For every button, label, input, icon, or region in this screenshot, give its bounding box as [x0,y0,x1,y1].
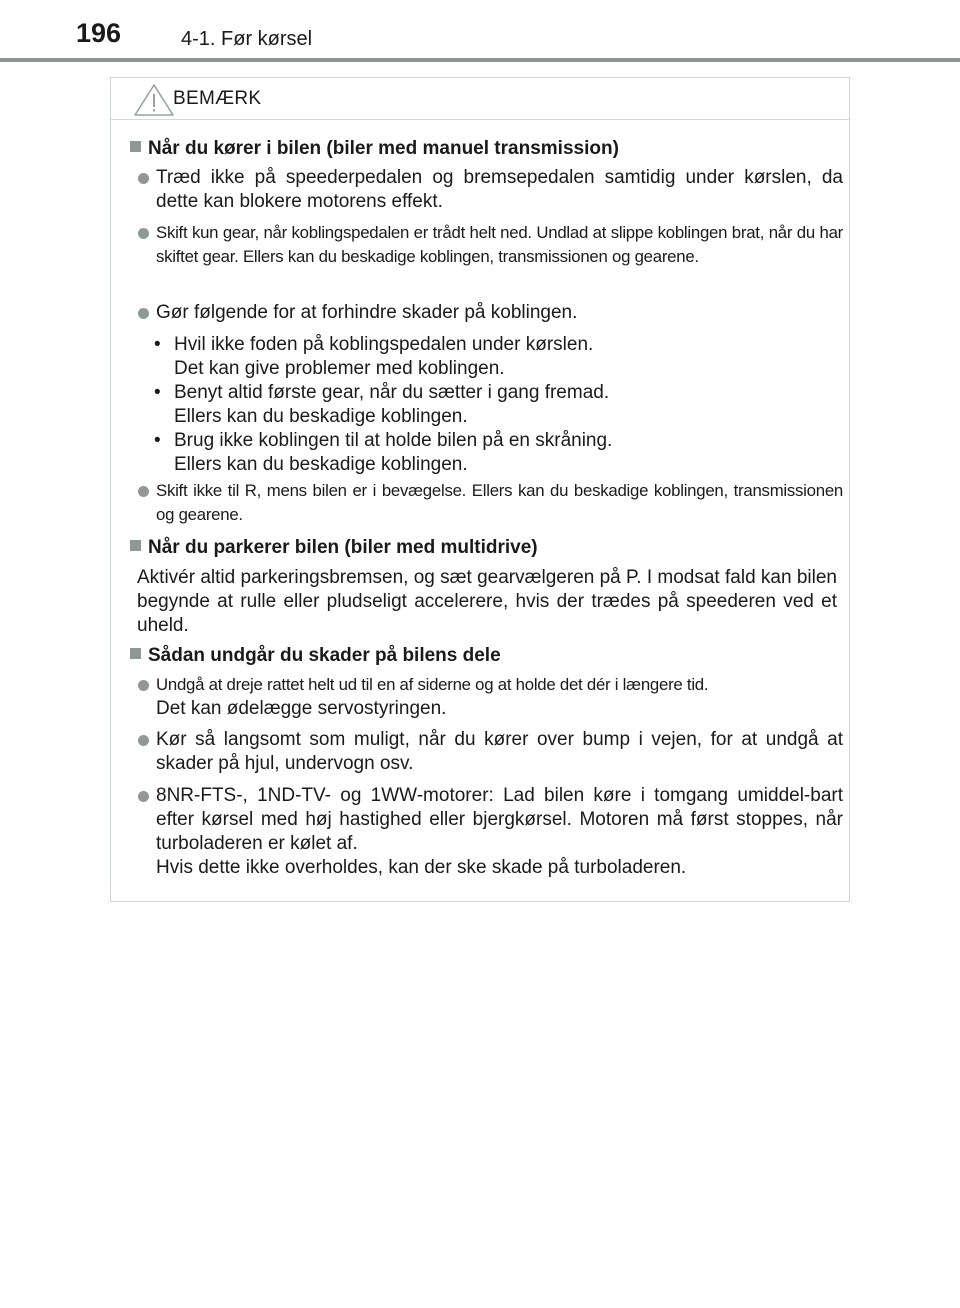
paragraph: Aktivér altid parkeringsbremsen, og sæt gearvælgeren på P. I modsat fald kan bilen begynde at rulle eller pludseligt accelerere, hvis der trædes på speederen ved et uheld. [137,567,837,636]
round-bullet-icon [138,228,149,239]
sub-list-item: • Hvil ikke foden på koblingspedalen under kørslen. Det kan give problemer med koblingen. [154,334,594,379]
list-item: Kør så langsomt som muligt, når du kører over bump i vejen, for at undgå at skader på hjul, undervogn osv. [138,728,843,776]
round-bullet-icon [138,486,149,497]
list-item: Skift ikke til R, mens bilen er i bevægelse. Ellers kan du beskadige koblingen, transmissionen og gearene. [138,479,843,527]
warning-triangle-icon [133,83,175,117]
list-item: Træd ikke på speederpedalen og bremsepedalen samtidig under kørslen, da dette kan blokere motorens effekt. [138,166,843,214]
list-item: Undgå at dreje rattet helt ud til en af siderne og at holde det dér i længere tid. Det kan ødelægge servostyringen. [138,673,843,721]
notice-divider [111,119,849,120]
round-bullet-icon [138,308,149,319]
list-item: Gør følgende for at forhindre skader på koblingen. [138,301,843,325]
section-heading: Når du kører i bilen (biler med manuel transmission) [130,137,619,161]
header-rule [0,58,960,62]
round-bullet-icon [138,173,149,184]
square-bullet-icon [130,648,141,659]
notice-box [110,77,850,902]
page-number: 196 [76,18,122,48]
list-item: Skift kun gear, når koblingspedalen er trådt helt ned. Undlad at slippe koblingen brat, når du har skiftet gear. Ellers kan du beskadige koblingen, transmissionen og gearene. [138,221,843,269]
notice-header [111,78,849,120]
sub-bullet-mark: • [154,334,161,355]
sub-bullet-mark: • [154,430,161,451]
section-heading: Når du parkerer bilen (biler med multidrive) [130,536,538,560]
notice-label: BEMÆRK [173,88,262,109]
list-item: 8NR-FTS-, 1ND-TV- og 1WW-motorer: Lad bilen køre i tomgang umiddel-bart efter kørsel med høj hastighed eller bjergkørsel. Motoren må først stoppes, når turboladeren er kølet af. Hvis dette ikke overholdes, kan der ske skade på turboladeren. [138,784,843,880]
sub-bullet-mark: • [154,382,161,403]
page-header [0,0,960,64]
sub-list-item: • Brug ikke koblingen til at holde bilen på en skråning. Ellers kan du beskadige koblingen. [154,430,613,475]
section-title: 4-1. Før kørsel [181,28,313,50]
section-heading: Sådan undgår du skader på bilens dele [130,644,501,668]
sub-list-item: • Benyt altid første gear, når du sætter i gang fremad. Ellers kan du beskadige koblingen. [154,382,610,427]
round-bullet-icon [138,735,149,746]
round-bullet-icon [138,791,149,802]
round-bullet-icon [138,680,149,691]
square-bullet-icon [130,540,141,551]
square-bullet-icon [130,141,141,152]
